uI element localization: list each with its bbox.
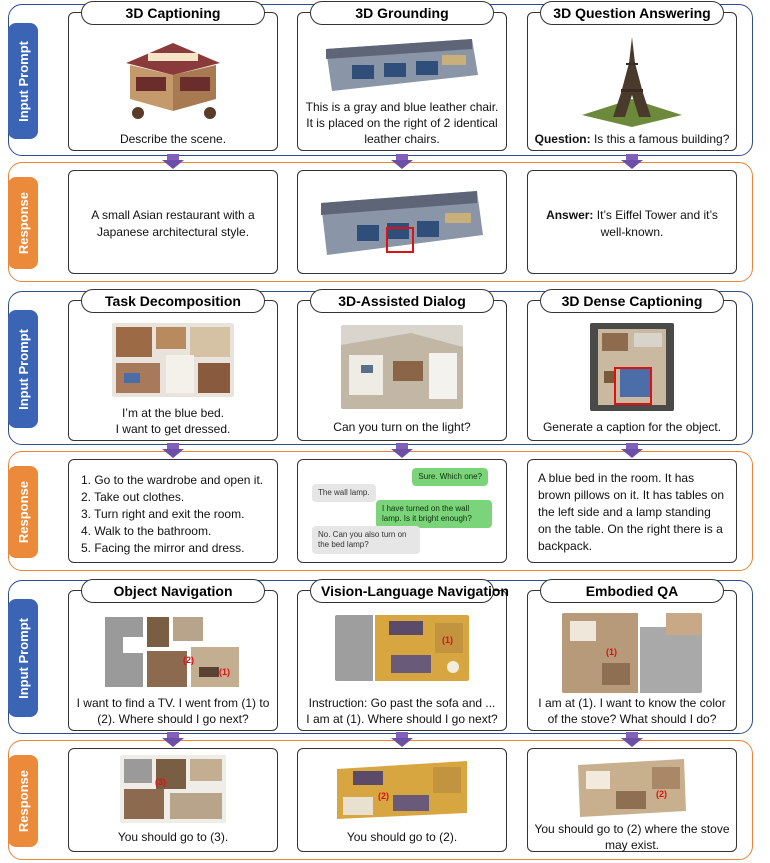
eqa-response: You should go to (2) where the stove may exist. xyxy=(534,822,730,852)
target-bed-bbox xyxy=(614,367,652,405)
captioning-response-card xyxy=(68,170,278,274)
marker-2: (2) xyxy=(378,791,389,801)
marker-2: (2) xyxy=(656,789,667,799)
dialog-prompt-card xyxy=(297,293,507,441)
marker-1: (1) xyxy=(606,647,617,657)
input-prompt-label: Input Prompt xyxy=(8,599,38,717)
qa-response-card xyxy=(527,170,737,274)
objnav-response: You should go to (3). xyxy=(117,830,229,844)
arrow-down-icon xyxy=(621,154,643,168)
qa-prompt: Question: Is this a famous building? xyxy=(534,132,730,146)
response-label: Response xyxy=(8,177,38,269)
marker-2: (2) xyxy=(183,655,194,665)
arrow-down-icon xyxy=(391,732,413,746)
task-step: 4. Walk to the bathroom. xyxy=(81,524,212,538)
room-interior-image xyxy=(341,325,463,409)
task-steps-list xyxy=(81,472,267,557)
eqa-title: Embodied QA xyxy=(540,579,724,603)
living-room-3d-image xyxy=(333,757,471,823)
apartment-topdown-image xyxy=(562,613,702,693)
dialog-response-card xyxy=(297,459,507,563)
arrow-down-icon xyxy=(391,443,413,457)
captioning-prompt-card xyxy=(68,5,278,151)
floorplan-image xyxy=(120,755,226,823)
qa-prompt-card xyxy=(527,5,737,151)
response-label: Response xyxy=(8,466,38,558)
grounding-prompt: This is a gray and blue leather chair. It is placed on the right of 2 identical leather chairs. xyxy=(305,100,499,146)
target-chair-bbox xyxy=(386,227,414,253)
floorplan-image xyxy=(103,613,243,691)
grounding-response-card xyxy=(297,170,507,274)
arrow-down-icon xyxy=(162,443,184,457)
dense-prompt-card xyxy=(527,293,737,441)
task-step: 3. Turn right and exit the room. xyxy=(81,507,245,521)
task-prompt-card xyxy=(68,293,278,441)
vln-prompt-card xyxy=(297,583,509,731)
dialog-title: 3D-Assisted Dialog xyxy=(310,289,494,313)
grounding-title: 3D Grounding xyxy=(310,1,494,25)
room-scan-image xyxy=(322,35,482,95)
eqa-prompt: I am at (1). I want to know the color of the stove? What should I do? xyxy=(538,696,726,726)
input-prompt-label: Input Prompt xyxy=(8,23,38,139)
house-topdown-image xyxy=(112,323,234,397)
objnav-prompt: I want to find a TV. I went from (1) to (2). Where should I go next? xyxy=(76,696,270,726)
chat-bubble-user: The wall lamp. xyxy=(312,484,376,502)
captioning-response: A small Asian restaurant with a Japanese architectural style. xyxy=(91,208,255,239)
arrow-down-icon xyxy=(391,154,413,168)
vln-response-card xyxy=(297,748,507,852)
task-title: Task Decomposition xyxy=(81,289,265,313)
task-prompt: I’m at the blue bed. I want to get dressed. xyxy=(115,406,231,436)
eqa-response-card xyxy=(527,748,737,852)
eqa-prompt-card xyxy=(527,583,737,731)
objnav-prompt-card xyxy=(68,583,278,731)
response-label: Response xyxy=(8,755,38,847)
chat-bubble-assistant: I have turned on the wall lamp. Is it bright enough? xyxy=(376,500,492,528)
dense-prompt: Generate a caption for the object. xyxy=(542,420,722,434)
grounding-prompt-card xyxy=(297,5,507,151)
arrow-down-icon xyxy=(621,732,643,746)
marker-1: (1) xyxy=(442,635,453,645)
qa-response: Answer: It’s Eiffel Tower and it’s well-known. xyxy=(546,208,718,239)
dense-title: 3D Dense Captioning xyxy=(540,289,724,313)
task-step: 1. Go to the wardrobe and open it. xyxy=(81,473,264,487)
dialog-prompt: Can you turn on the light? xyxy=(333,420,471,434)
dense-response-card xyxy=(527,459,737,563)
marker-1: (1) xyxy=(219,667,230,677)
objnav-title: Object Navigation xyxy=(81,579,265,603)
arrow-down-icon xyxy=(162,732,184,746)
task-step: 5. Facing the mirror and dress. xyxy=(81,541,245,555)
vln-response: You should go to (2). xyxy=(346,830,458,844)
eiffel-tower-image xyxy=(577,33,687,129)
objnav-response-card xyxy=(68,748,278,852)
task-step: 2. Take out clothes. xyxy=(81,490,185,504)
task-response-card xyxy=(68,459,278,563)
vln-prompt: Instruction: Go past the sofa and ... I am at (1). Where should I go next? xyxy=(306,696,498,726)
arrow-down-icon xyxy=(162,154,184,168)
apartment-3d-image xyxy=(576,757,688,819)
living-room-topdown-image xyxy=(335,615,469,681)
captioning-title: 3D Captioning xyxy=(81,1,265,25)
input-prompt-label: Input Prompt xyxy=(8,310,38,428)
marker-3: (3) xyxy=(155,777,166,787)
dense-response: A blue bed in the room. It has brown pillows on it. It has tables on the left side and a lamp standing on the table. On the right there is a backpack. xyxy=(538,471,725,553)
vln-title: Vision-Language Navigation xyxy=(310,579,494,603)
restaurant-model-image xyxy=(118,33,228,125)
chat-bubble-user: No. Can you also turn on the bed lamp? xyxy=(312,526,420,554)
qa-title: 3D Question Answering xyxy=(540,1,724,25)
chat-bubble-assistant: Sure. Which one? xyxy=(412,468,488,486)
captioning-prompt: Describe the scene. xyxy=(119,132,227,146)
arrow-down-icon xyxy=(621,443,643,457)
